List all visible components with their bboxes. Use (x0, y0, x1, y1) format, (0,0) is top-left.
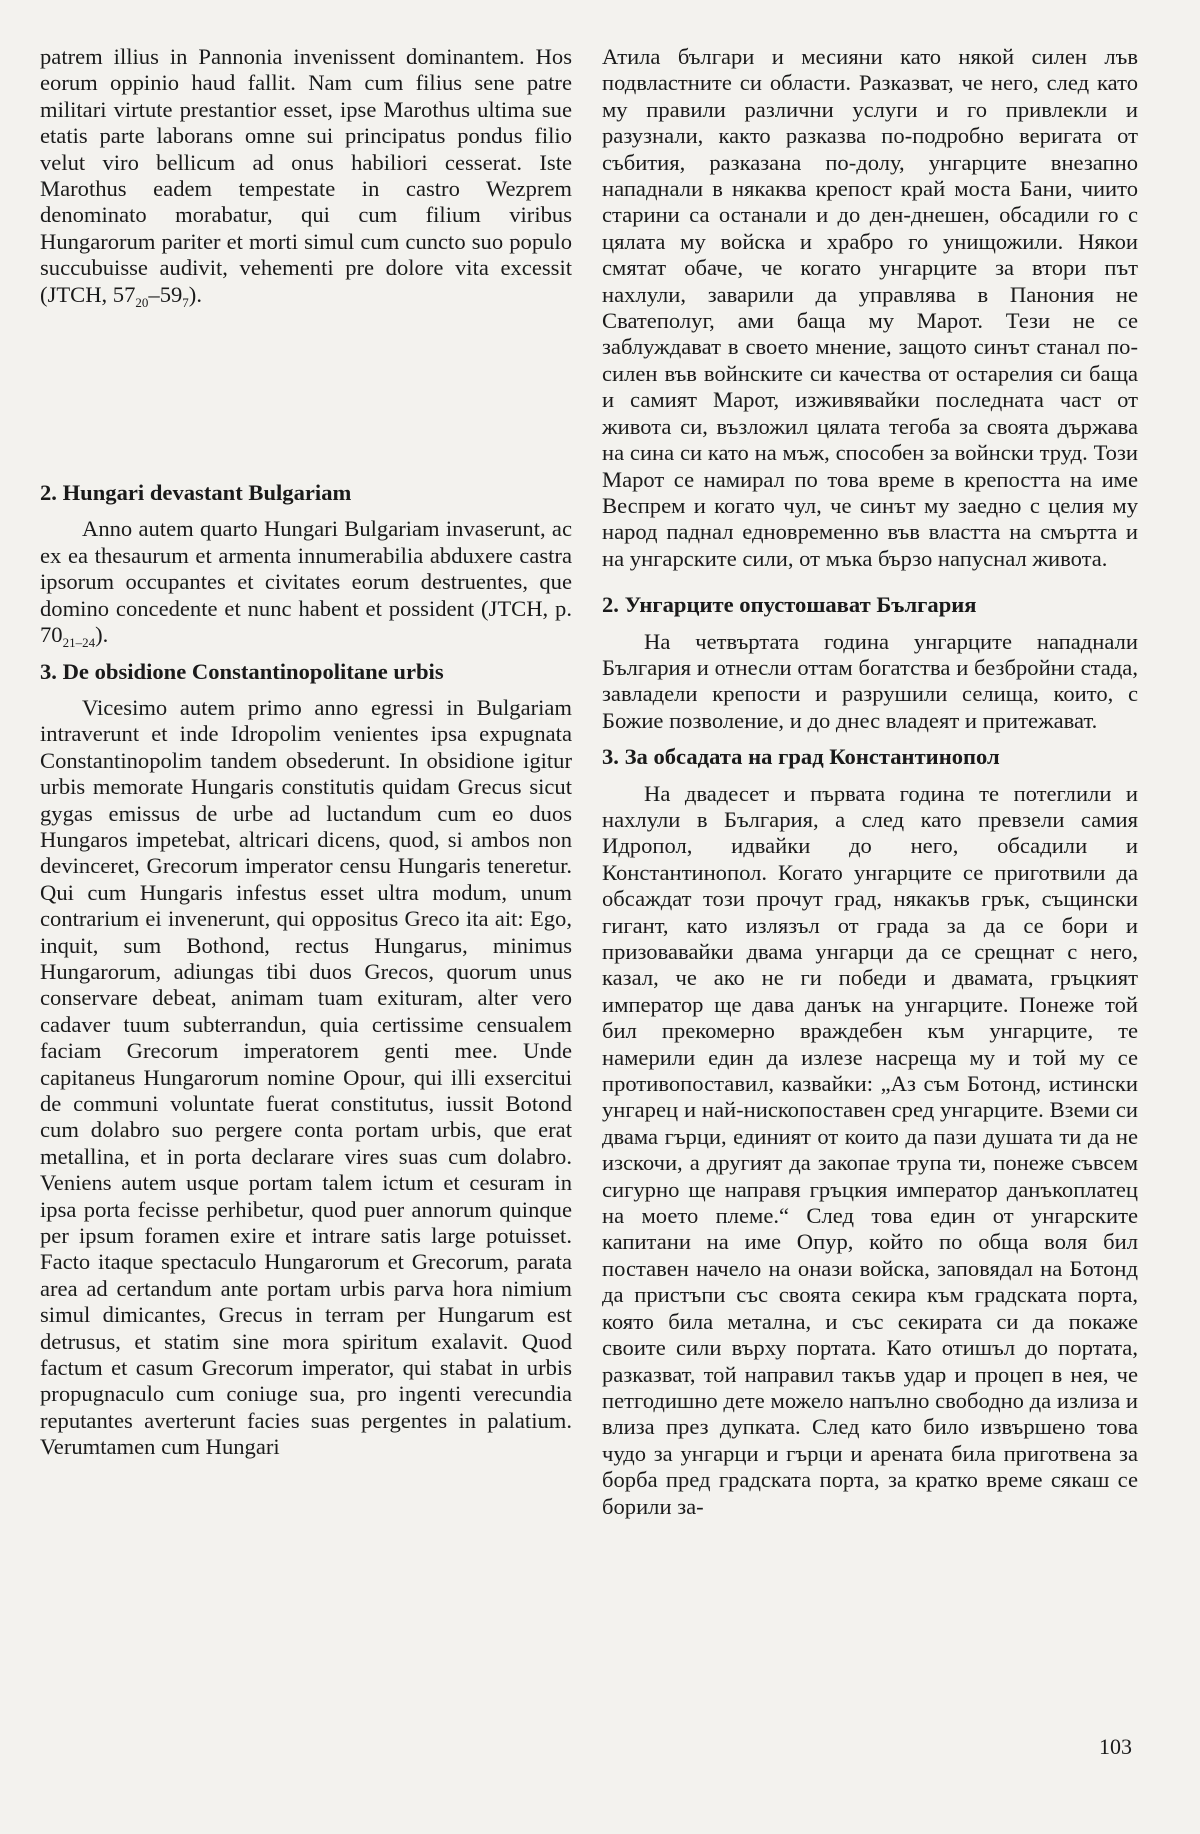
bulgarian-column (602, 44, 1138, 1520)
citation-subscript: 21–24 (62, 635, 96, 651)
bulgarian-paragraph-2: На четвъртата година унгарците нападнали България и отнесли оттам богатства и безбройни стада, завладели крепости и разрушили селища, които, с Божие позволение, и до днес владеят и притежават. (602, 628, 1138, 733)
bulgarian-heading-3: 3. За обсадата на град Константинопол (602, 744, 1000, 770)
bulgarian-paragraph-1: Атила българи и месияни като някой силен лъв подвластните си области. Разказват, че него, след като му правили различни услуги и го привлекли и разузнали, както разказва по-подробно веригата от събития, разказана по-долу, унгарците внезапно нападнали в някаква крепост край моста Бани, чиито старини са останали и до ден-днешен, обсадили го с цялата му войска и храбро го унищожили. Някои смятат обаче, че когато унгарците за втори път нахлули, заварили да управлява в Панония не Сватеполуг, ами баща му Марот. Тези не се заблуждават в своето мнение, защото синът станал по-силен във войнските си качества от остарелия си баща и самият Марот, изживявайки последната част от живота си, възложил цялата тегоба за своята държава на сина си като на мъж, способен за войнски труд. Този Марот се намирал по това време в крепостта на име Веспрем и когато чул, че синът му заедно с целия му народ паднал едновременно във властта на смъртта и на унгарските сили, от мъка бързо напуснал живота. (602, 44, 1138, 571)
latin-paragraph-1 (40, 44, 572, 308)
bulgarian-heading-2: 2. Унгарците опустошават България (602, 592, 977, 618)
page-number: 103 (1099, 1734, 1132, 1759)
latin-paragraph-1-text: patrem illius in Pannonia invenissent dominantem. Hos eorum oppinio haud fallit. Nam cum filius sene patre militari virtute prestantior esset, ipse Marothus ultima sue etatis parte laborans omne sui principatus pondus filio velut viro bellicum ad onus habiliori cesserat. Iste Marothus eadem tempestate in castro Wezprem denominato morabatur, qui cum filium viribus Hungarorum pariter et morti simul cum cuncto suo populo succubuisse audivit, vehementi pre dolore vita excessit (JTCH, 57 (40, 44, 572, 307)
citation-subscript: 7 (182, 294, 189, 310)
latin-paragraph-2-text: Anno autem quarto Hungari Bulgariam invaserunt, ac ex ea thesaurum et armenta innumerabilia abduxere castra ipsorum occupantes et civitates eorum destruentes, que domino concedente et nunc habent et possident (JTCH, p. 70 (40, 516, 572, 648)
latin-column (40, 44, 572, 1461)
citation-close: ). (95, 622, 109, 648)
citation-close: ). (188, 281, 202, 307)
latin-paragraph-3: Vicesimo autem primo anno egressi in Bulgariam intraverunt et inde Idropolim venientes ipsa expugnata Constantinopolim tandem obsederunt. In obsidione igitur urbis memorate Hungaris constitutis quidam Grecus sicut gygas emissus de urbe ad luctandum cum eo duos Hungaros impetebat, altricari dicens, quod, si ambos non devinceret, Grecorum imperator censu Hungaris teneretur. Qui cum Hungaris infestus esset ultra modum, unum contrarium ei invenerunt, qui oppositus Greco ita ait: Ego, inquit, sum Bothond, rectus Hungarus, minimus Hungarorum, adiungas tibi duos Grecos, quorum unus conservare debeat, animam tuam exituram, alter vero cadaver tuum subterrandun, quia certissime censualem faciam Grecorum imperatorem genti mee. Unde capitaneus Hungarorum nomine Opour, qui illi exsercitui de communi voluntate fuerat constitutus, iussit Botond cum dolabro suo pergere conta portam urbis, que erat metallina, et in porta declarare vires suas cum dolabro. Veniens autem usque portam talem ictum et cesuram in ipsa porta fecisse perhibetur, quod puer annorum quinque per ipsum foramen exire et intrare satis large potuisset. Facto itaque spectaculo Hungarorum et Grecorum, parata area ad certandum ante portam urbis parva hora nimium simul dimicantes, Grecus in terram per Hungarum est detrusus, et statim sine mora spiritum exalavit. Quod factum et casum Grecorum imperator, qui stabat in urbis propugnaculo cum coniuge sua, pro ingenti verecundia reputantes averterunt facies suas pergentes in palatium. Verumtamen cum Hungari (40, 694, 572, 1460)
bulgarian-paragraph-3: На двадесет и първата година те потеглили и нахлули в България, а след като превзели самия Идропол, идвайки до него, обсадили и Константинопол. Когато унгарците се приготвили да обсаждат този прочут град, някакъв грък, същински гигант, като излязъл от града за да се бори и призовавайки двама унгарци да се срещнат с него, казал, че ако не ги победи и двамата, гръцкият император ще дава данък на унгарците. Понеже той бил прекомерно враждебен към унгарците, те намерили един да излезе насреща му и той му се противопоставил, казвайки: „Аз съм Ботонд, истински унгарец и най-нископоставен сред унгарците. Вземи си двама гърци, единият от които да пази душата ти да не изскочи, а другият да закопае трупа ти, понеже съвсем сигурно ще направя гръцкия император данъкоплатец на моето племе.“ След това един от унгарските капитани на име Опур, който по обща воля бил поставен начело на онази войска, заповядал на Ботонд да пристъпи със своята секира към градската порта, която била метална, и със секирата си да покаже своите сили върху портата. Като отишъл до портата, разказват, той направил такъв удар и процеп в нея, че петгодишно дете можело напълно свободно да излиза и влиза през дупката. След като било извършено това чудо за унгарци и гърци и арената била приготвена за борба пред градската порта, за кратко време сякаш се борили за- (602, 780, 1138, 1519)
latin-paragraph-2 (40, 516, 572, 651)
latin-heading-2: 2. Hungari devastant Bulgariam (40, 480, 352, 506)
latin-heading-3: 3. De obsidione Constantinopolitane urbis (40, 658, 444, 684)
citation-subscript: 20 (135, 294, 149, 310)
citation-range: –59 (148, 281, 183, 307)
